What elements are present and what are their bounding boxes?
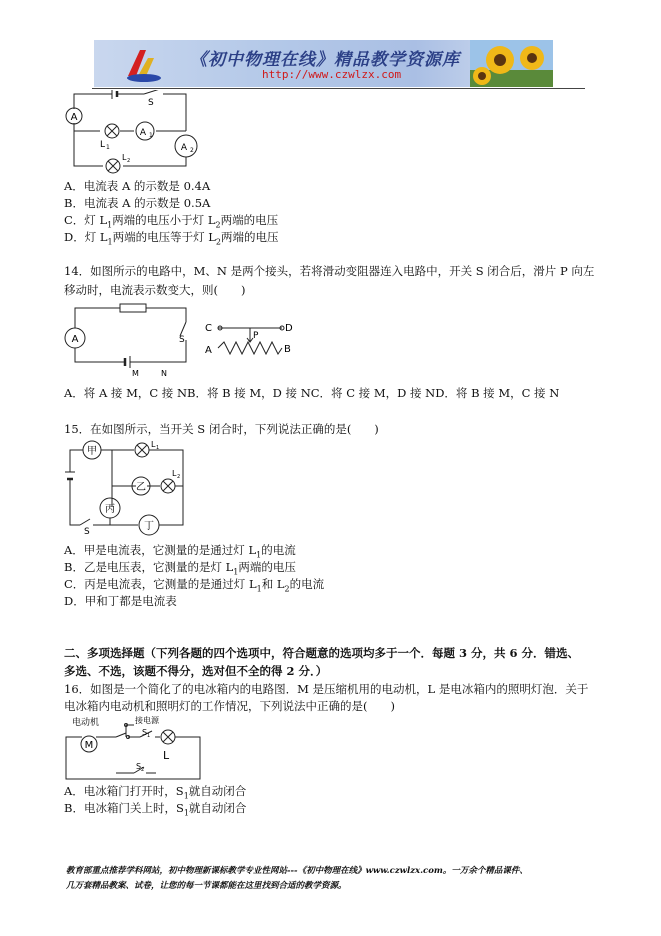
section2-heading-line2: 多选、不选，该题不得分，选对但不全的得 2 分．） <box>64 664 328 678</box>
q15-l1-label: L <box>151 440 156 449</box>
q16-option-a: A．电冰箱门打开时，$S_1$就自动闭合 <box>64 784 247 801</box>
q15-bing-meter: 丙 <box>105 504 115 515</box>
q15-option-d: D．甲和丁都是电流表 <box>64 594 177 608</box>
q13-lamp1-label: L <box>100 140 106 150</box>
q15-l1-sub: 1 <box>156 445 160 451</box>
q14-switch-label: S <box>179 335 185 345</box>
q13-option-d: D．灯 $L_1$两端的电压等于灯 $L_2$两端的电压 <box>64 230 279 247</box>
q16-circuit-diagram <box>60 713 210 783</box>
q16-motor-label: 电动机 <box>72 718 100 728</box>
footer-line2: 几万套精品教案、试卷，让您的每一节课都能在这里找到合适的教学资源。 <box>66 881 347 891</box>
q16-option-b: B．电冰箱门关上时，$S_1$就自动闭合 <box>64 801 247 818</box>
logo-icon <box>124 46 164 84</box>
q15-option-b: B．乙是电压表，它测量的是灯 $L_1$两端的电压 <box>64 560 296 577</box>
q13-ammeter-a1-sub: 1 <box>149 132 153 139</box>
q14-stem-line2: 移动时，电流表示数变大，则( ) <box>64 283 246 297</box>
q14-m-label: M <box>132 369 139 378</box>
q16-stem-line2: 电冰箱内电动机和照明灯的工作情况，下列说法中正确的是( ) <box>64 699 395 713</box>
q15-l2-label: L <box>172 469 177 478</box>
sunflower-icon <box>470 40 553 87</box>
q13-lamp1-sub: 1 <box>106 144 110 151</box>
q14-b-label: B <box>284 344 291 355</box>
q16-s1-label: S <box>142 728 148 737</box>
q15-stem: 15．在如图所示，当开关 S 闭合时，下列说法正确的是( ) <box>64 422 379 436</box>
banner-title: 《初中物理在线》精品教学资源库 <box>190 50 460 70</box>
q15-jia-meter: 甲 <box>87 446 97 457</box>
q13-lamp2-sub: 2 <box>127 158 131 164</box>
q15-yi-meter: 乙 <box>136 482 146 493</box>
q14-stem-line1: 14．如图所示的电路中，M、N 是两个接头，若将滑动变阻器连入电路中，开关 S 闭合后，滑片 P 向左 <box>64 264 595 278</box>
q16-stem-line1: 16．如图是一个简化了的电冰箱内的电路图．M 是压缩机用的电动机，L 是电冰箱内的照明灯泡．关于 <box>64 682 589 696</box>
q14-options: A．将 A 接 M，C 接 NB．将 B 接 M，D 接 NC．将 C 接 M，D 接 ND．将 B 接 M，C 接 N <box>64 386 560 400</box>
q13-ammeter-a1-label: A <box>139 128 147 138</box>
q13-circuit-diagram <box>60 90 210 176</box>
q15-ding-meter: 丁 <box>144 521 154 532</box>
q13-option-b: B．电流表 A 的示数是 0.5A <box>64 196 211 210</box>
q14-a-label: A <box>205 345 212 356</box>
q13-ammeter-a2-sub: 2 <box>190 147 194 154</box>
q13-option-c: C．灯 $L_1$两端的电压小于灯 $L_2$两端的电压 <box>64 213 279 230</box>
q14-d-label: D <box>285 323 293 334</box>
q16-s2-sub: 2 <box>141 767 145 773</box>
q15-option-c: C．丙是电流表，它测量的是通过灯 $L_1$和 $L_2$的电流 <box>64 577 325 594</box>
section2-heading-line1: 二、多项选择题（下列各题的四个选项中，符合题意的选项均多于一个．每题 3 分，共 6 分．错选、 <box>64 646 580 660</box>
q16-motor-symbol: M <box>84 740 94 751</box>
q14-ammeter-label: A <box>71 334 79 345</box>
q13-ammeter-a-label: A <box>70 112 78 123</box>
q15-circuit-diagram <box>60 434 200 538</box>
header-rule <box>92 88 585 89</box>
q13-ammeter-a2-label: A <box>180 143 188 153</box>
q14-n-label: N <box>161 369 167 378</box>
q14-circuit-diagram <box>60 300 310 380</box>
q15-switch-label: S <box>84 527 90 537</box>
footer-line1: 教育部重点推荐学科网站，初中物理新课标教学专业性网站---《初中物理在线》www.czwlzx.com。一万余个精品课件、 <box>66 866 528 876</box>
q14-c-label: C <box>205 323 212 334</box>
q15-l2-sub: 2 <box>177 474 181 480</box>
q16-power-label: 接电源 <box>135 716 159 725</box>
header-banner <box>94 40 553 87</box>
q14-p-label: P <box>253 331 259 341</box>
q16-s2-label: S <box>136 762 142 771</box>
q13-switch-label: S <box>148 98 154 108</box>
q16-s1-sub: 1 <box>147 733 151 739</box>
q13-lamp2-label: L <box>122 153 127 162</box>
q15-option-a: A．甲是电流表，它测量的是通过灯 $L_1$的电流 <box>64 543 296 560</box>
q16-lamp-label: L <box>163 749 170 762</box>
q13-option-a: A．电流表 A 的示数是 0.4A <box>64 179 211 193</box>
banner-url: http://www.czwlzx.com <box>262 68 402 81</box>
